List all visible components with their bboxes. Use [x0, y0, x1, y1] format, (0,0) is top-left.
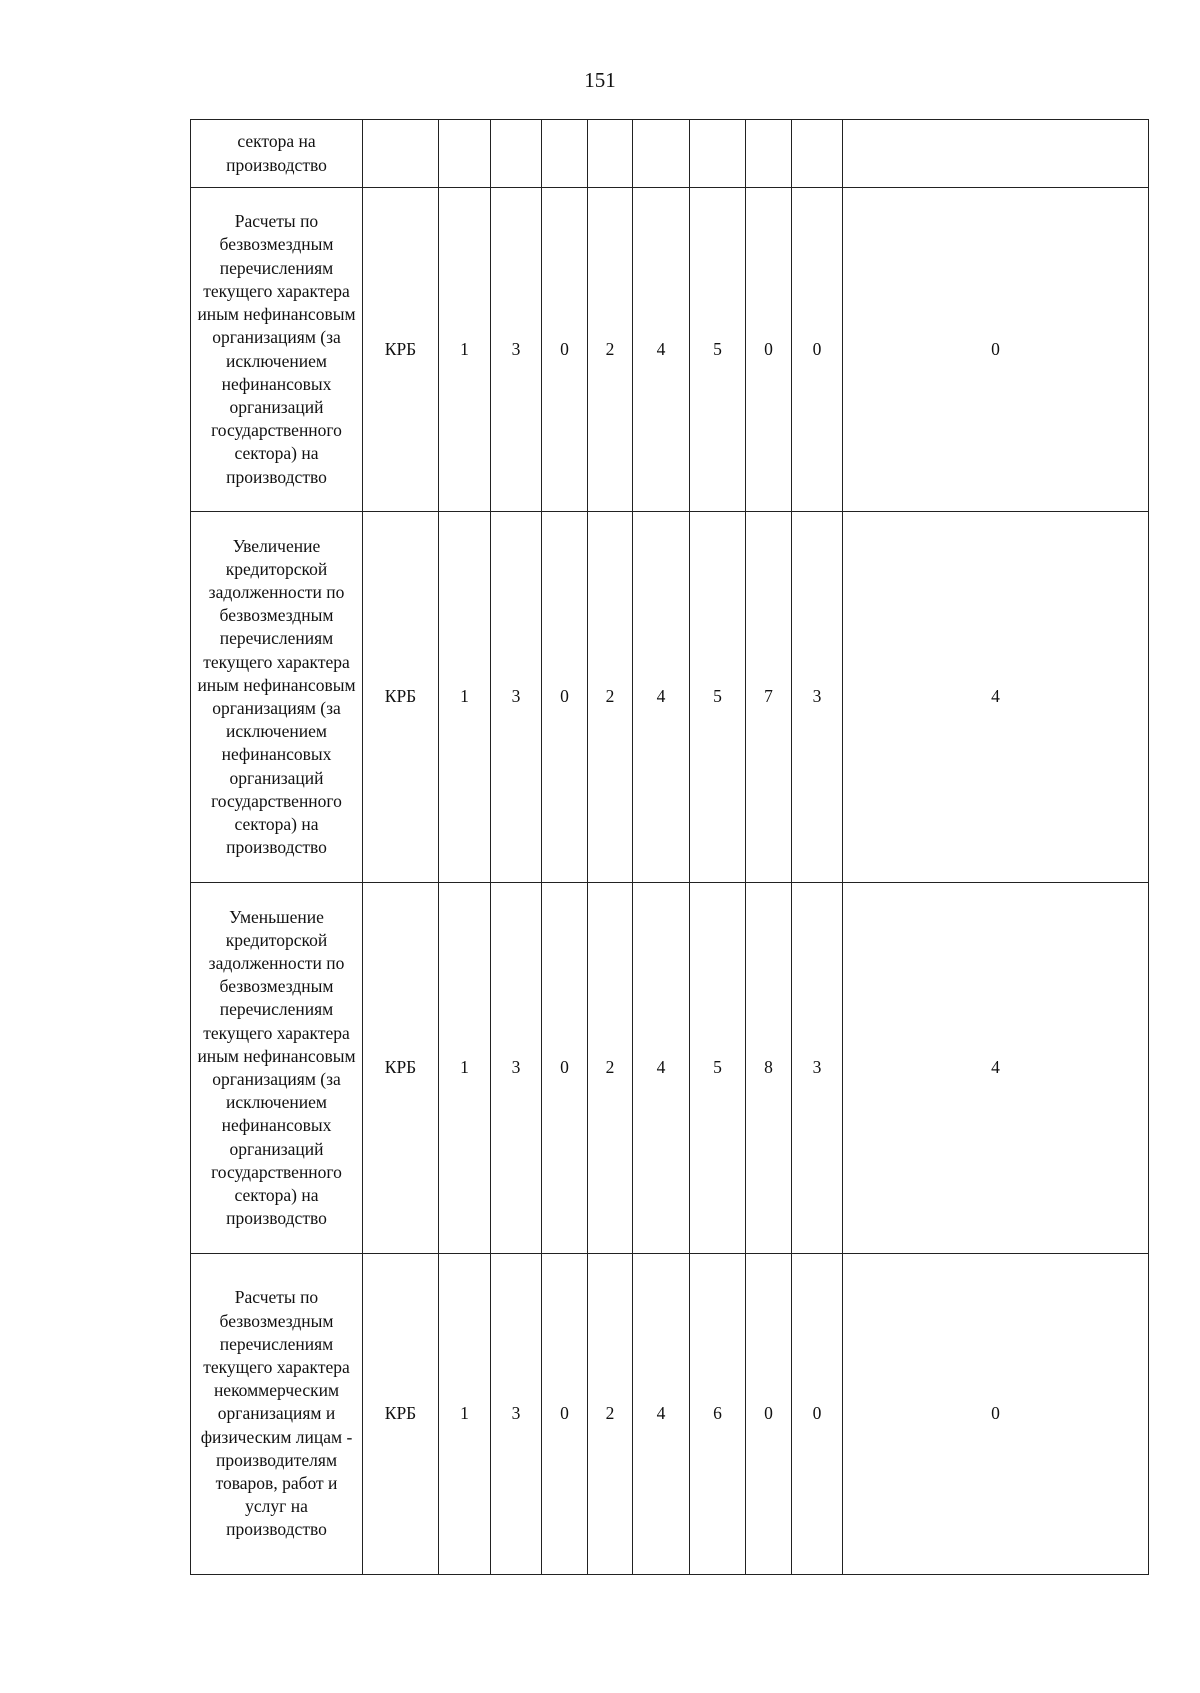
row-digit: 1: [439, 883, 491, 1254]
row-description: Расчеты по безвозмездным перечислениям текущего характера иным нефинансовым организациям (за исключением нефинансовых организаций государственного сектора) на производство: [191, 188, 363, 512]
row-code-type: [363, 120, 439, 188]
row-digit: [542, 120, 588, 188]
row-description: Расчеты по безвозмездным перечислениям текущего характера некоммерческим организациям и физическим лицам - производителям товаров, работ и услуг на производство: [191, 1254, 363, 1575]
row-digit: 5: [690, 883, 746, 1254]
table-row: [191, 120, 1149, 188]
row-digit: 0: [542, 512, 588, 883]
row-description: Увеличение кредиторской задолженности по безвозмездным перечислениям текущего характера иным нефинансовым организациям (за исключением нефинансовых организаций государственного сектора) на производство: [191, 512, 363, 883]
row-digit: 3: [491, 188, 542, 512]
row-digit: 1: [439, 1254, 491, 1575]
row-digit: 0: [843, 1254, 1149, 1575]
row-code-type: КРБ: [363, 512, 439, 883]
row-digit: 4: [843, 512, 1149, 883]
row-digit: [439, 120, 491, 188]
row-code-type: КРБ: [363, 1254, 439, 1575]
row-digit: 0: [542, 883, 588, 1254]
row-digit: 4: [633, 883, 690, 1254]
row-digit: 5: [690, 188, 746, 512]
table-row: [191, 883, 1149, 1254]
row-digit: 7: [746, 512, 792, 883]
table-row: [191, 512, 1149, 883]
row-digit: 3: [792, 512, 843, 883]
row-digit: [746, 120, 792, 188]
row-digit: 0: [746, 188, 792, 512]
row-digit: 0: [792, 188, 843, 512]
row-digit: 0: [542, 1254, 588, 1575]
row-digit: 3: [491, 512, 542, 883]
row-digit: 1: [439, 512, 491, 883]
row-digit: [491, 120, 542, 188]
row-digit: 3: [792, 883, 843, 1254]
row-digit: 2: [588, 512, 633, 883]
row-digit: 2: [588, 188, 633, 512]
row-digit: 3: [491, 883, 542, 1254]
row-digit: [843, 120, 1149, 188]
row-digit: 4: [633, 1254, 690, 1575]
row-code-type: КРБ: [363, 188, 439, 512]
row-digit: 0: [843, 188, 1149, 512]
row-digit: 2: [588, 1254, 633, 1575]
row-description: Уменьшение кредиторской задолженности по безвозмездным перечислениям текущего характера иным нефинансовым организациям (за исключением нефинансовых организаций государственного сектора) на производство: [191, 883, 363, 1254]
row-digit: [690, 120, 746, 188]
row-digit: 8: [746, 883, 792, 1254]
row-code-type: КРБ: [363, 883, 439, 1254]
row-digit: 0: [542, 188, 588, 512]
row-digit: 1: [439, 188, 491, 512]
row-digit: 4: [843, 883, 1149, 1254]
row-digit: 2: [588, 883, 633, 1254]
row-description: сектора на производство: [191, 120, 363, 188]
row-digit: 0: [746, 1254, 792, 1575]
row-digit: [633, 120, 690, 188]
row-digit: [792, 120, 843, 188]
row-digit: 0: [792, 1254, 843, 1575]
row-digit: 4: [633, 188, 690, 512]
row-digit: 5: [690, 512, 746, 883]
accounts-table: [190, 119, 1149, 1575]
row-digit: [588, 120, 633, 188]
table-row: [191, 1254, 1149, 1575]
row-digit: 4: [633, 512, 690, 883]
row-digit: 6: [690, 1254, 746, 1575]
page-number: 151: [584, 68, 616, 92]
row-digit: 3: [491, 1254, 542, 1575]
table-row: [191, 188, 1149, 512]
